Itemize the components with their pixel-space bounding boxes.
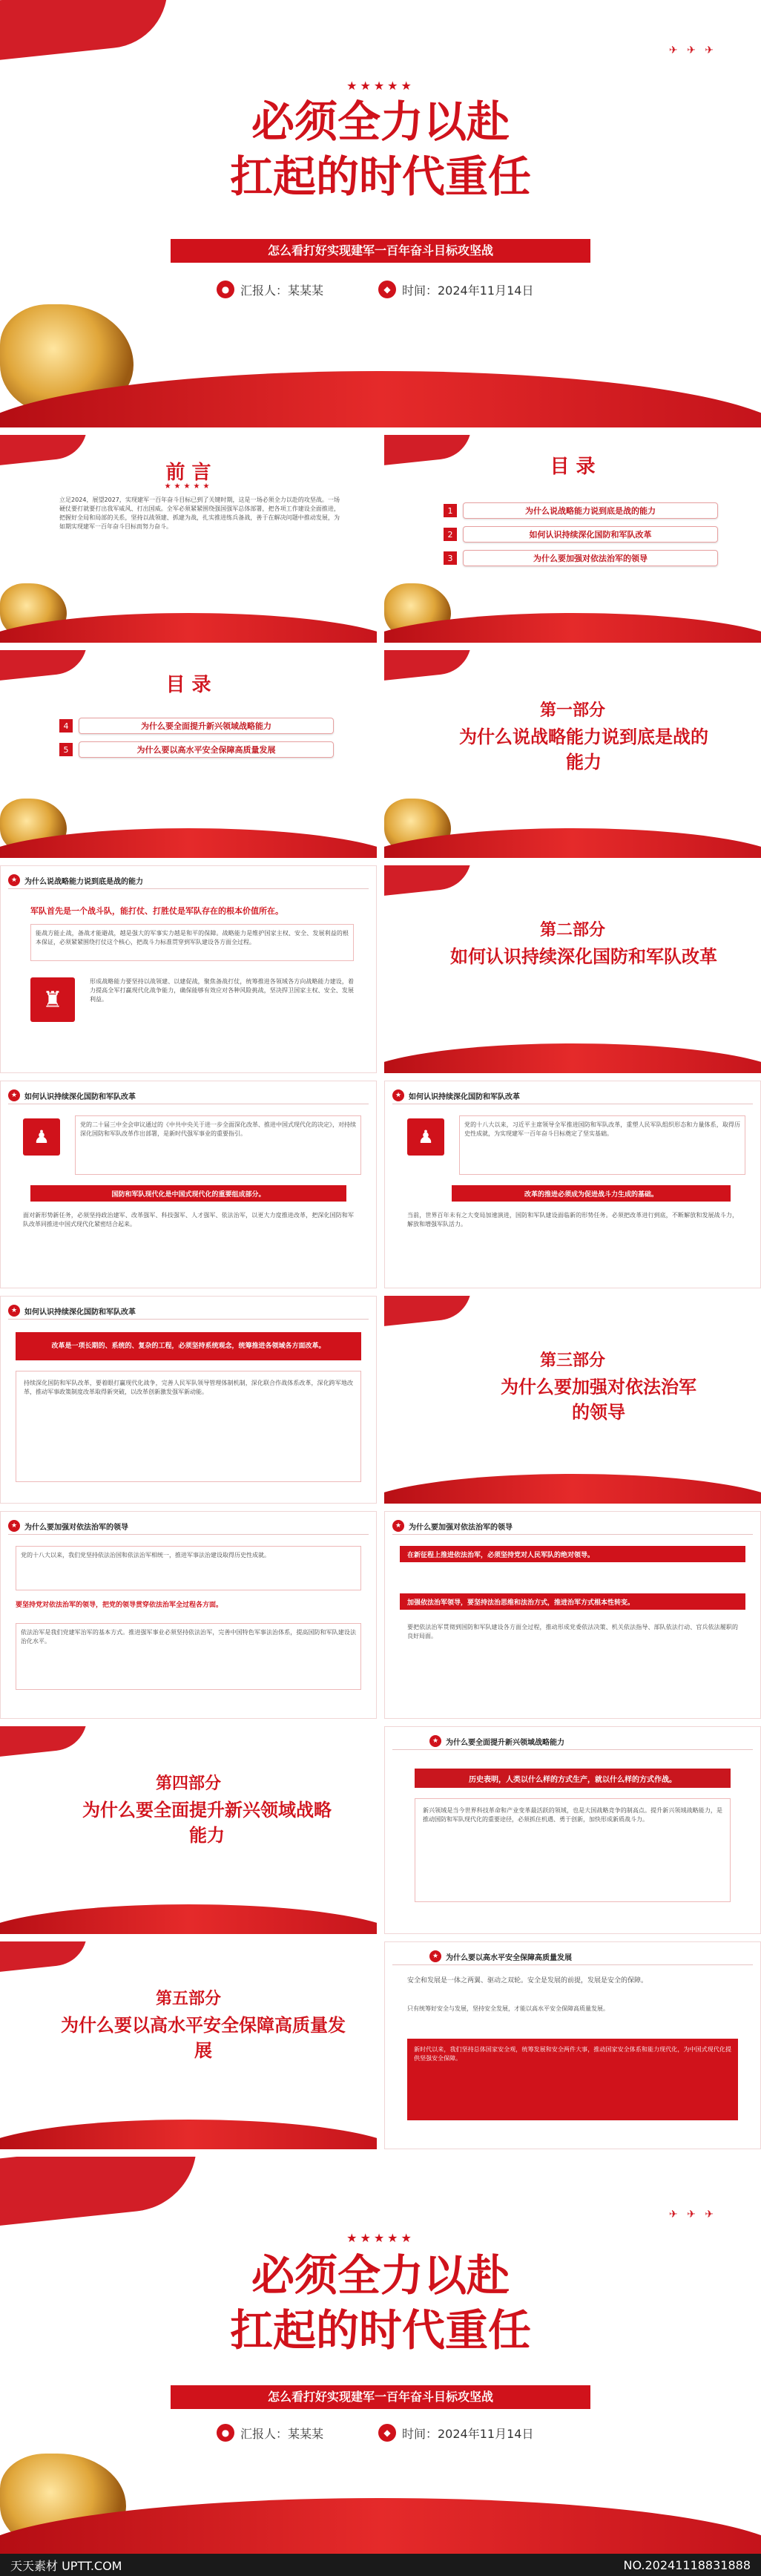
text-box — [16, 1371, 361, 1482]
text-1: 只有统筹好安全与发展，坚持安全发展，才能以高水平安全保障高质量发展。 — [407, 2005, 609, 2012]
part1-label: 第一部分 — [539, 701, 605, 720]
cover-time-text: 时间：2024年11月14日 — [402, 283, 534, 298]
toc-num: 1 — [444, 504, 457, 517]
star-icon: ★ — [8, 874, 20, 886]
toc-num: 4 — [59, 719, 73, 733]
slide-header-text: 为什么要加强对依法治军的领导 — [409, 1523, 513, 1532]
text-1: 新兴领域是当今世界科技革命和产业变革最活跃的领域，也是大国战略竞争的制高点。提升新兴领域战略能力，是推动国防和军队现代化的重要途径，必须抓住机遇、勇于创新，加快形成新质战斗力。 — [423, 1807, 722, 1823]
highlight-bar: 在新征程上推进依法治军，必须坚持党对人民军队的绝对领导。 — [400, 1546, 745, 1562]
part3-slide — [384, 1296, 761, 1504]
star-icon: ★ — [8, 1089, 20, 1101]
slide-header — [8, 1089, 136, 1102]
part1-content-slide — [0, 865, 377, 1073]
toc2-slide — [0, 650, 377, 858]
cover-subtitle: 怎么看打好实现建军一百年奋斗目标攻坚战 — [267, 243, 493, 258]
red-flag-decoration — [0, 1941, 90, 1974]
highlight-bar: 改革的推进必须成为促进战斗力生成的基础。 — [452, 1185, 731, 1202]
slide-header-text: 如何认识持续深化国防和军队改革 — [24, 1092, 136, 1101]
star-icon: ★ — [429, 1735, 441, 1747]
closing-subtitle-banner — [171, 2385, 590, 2409]
person-icon: ♟ — [23, 1118, 60, 1156]
slide-header — [8, 1304, 136, 1317]
star-icon: ★ — [392, 1520, 404, 1532]
highlight-bar: 历史表明，人类以什么样的方式生产，就以什么样的方式作战。 — [415, 1769, 731, 1788]
star-icon: ★ — [392, 1089, 404, 1101]
text-box — [415, 1798, 731, 1902]
highlight-bar: 国防和军队现代化是中国式现代化的重要组成部分。 — [30, 1185, 346, 1202]
divider — [8, 888, 369, 889]
red-wave-decoration — [0, 1904, 377, 1934]
slide-header — [392, 1519, 513, 1533]
red-flag-decoration — [384, 650, 475, 683]
text-1: 要把依法治军贯彻到国防和军队建设各方面全过程，推动形成党委依法决策、机关依法指导、部队依法行动、官兵依法履职的良好局面。 — [407, 1624, 738, 1639]
text-box — [459, 1115, 745, 1175]
cover-title-line1: 必须全力以赴 — [251, 96, 510, 147]
toc-item-5[interactable] — [59, 741, 334, 758]
text-2: 依法治军是我们党建军治军的基本方式。推进强军事业必须坚持依法治军，完善中国特色军事法治体系，提高国防和军队建设法治化水平。 — [21, 1629, 356, 1645]
preface-slide — [0, 435, 377, 643]
divider — [392, 1749, 753, 1750]
closing-time-text: 时间：2024年11月14日 — [402, 2426, 534, 2441]
stars-row: ★★★★★ — [164, 482, 213, 491]
text-box — [75, 1115, 361, 1175]
part5-slide — [0, 1941, 377, 2149]
part2-slide — [384, 865, 761, 1073]
text-1: 党的十八大以来，我们党坚持依法治国和依法治军相统一，推进军事法治建设取得历史性成就。 — [21, 1552, 270, 1559]
podium-icon: ♜ — [30, 977, 75, 1022]
part3-content-b-slide — [384, 1511, 761, 1719]
text-1: 党的二十届三中全会审议通过的《中共中央关于进一步全面深化改革、推进中国式现代化的决定》，对持续深化国防和军队改革作出部署，是新时代强军事业的重要指引。 — [80, 1121, 356, 1137]
cover-time — [378, 281, 533, 298]
part4-slide — [0, 1726, 377, 1934]
highlight-bar: 改革是一项长期的、系统的、复杂的工程，必须坚持系统观念，统筹推进各领域各方面改革。 — [16, 1332, 361, 1360]
slide-header-text: 为什么要全面提升新兴领域战略能力 — [446, 1738, 564, 1747]
toc-item-3[interactable] — [444, 549, 718, 567]
part4-title: 为什么要全面提升新兴领域战略能力 — [82, 1800, 332, 1846]
footer-left: 天天素材 UPTT.COM — [10, 2558, 122, 2573]
cover-subtitle-banner — [171, 239, 590, 263]
closing-title-line2: 扛起的时代重任 — [229, 2305, 531, 2356]
star-icon: ★ — [429, 1950, 441, 1962]
divider — [8, 1319, 369, 1320]
toc1-slide — [384, 435, 761, 643]
part4-content-slide — [384, 1726, 761, 1934]
stars-row: ★★★★★ — [346, 2231, 415, 2245]
toc-label: 为什么要以高水平安全保障高质量发展 — [79, 741, 334, 758]
text-2: 新时代以来，我们坚持总体国家安全观，统筹发展和安全两件大事，推动国家安全体系和能力现代化，为中国式现代化提供坚强安全保障。 — [414, 2046, 731, 2062]
birds-decoration: ✈ ✈ ✈ — [668, 45, 716, 56]
stars-row: ★★★★★ — [346, 79, 415, 93]
part3-content-a-slide — [0, 1511, 377, 1719]
slide-header-text: 为什么要加强对依法治军的领导 — [24, 1523, 128, 1532]
red-flag-decoration — [384, 1296, 475, 1328]
toc-item-1[interactable] — [444, 502, 718, 520]
watermark-footer — [0, 2554, 761, 2576]
toc2-title: 目 录 — [165, 674, 211, 696]
location-icon: ◆ — [378, 281, 396, 298]
highlight-box — [407, 2039, 738, 2120]
text-2: 形成战略能力要坚持以战领建、以建促战，聚焦备战打仗，统筹推进各领域各方向战略能力建设，着力提高全军打赢现代化战争能力，确保能够有效应对各种风险挑战，坚决捍卫国家主权、安全、发展利益。 — [90, 978, 354, 1003]
toc-label: 为什么说战略能力说到底是战的能力 — [463, 502, 718, 519]
user-icon: ● — [217, 281, 234, 298]
red-flag-decoration — [0, 2157, 203, 2227]
highlight-text: 要坚持党对依法治军的领导，把党的领导贯穿依法治军全过程各方面。 — [16, 1602, 223, 1609]
toc-label: 为什么要全面提升新兴领域战略能力 — [79, 718, 334, 734]
slide-header — [429, 1950, 572, 1963]
slide-header — [8, 1519, 128, 1533]
toc-num: 5 — [59, 743, 73, 756]
text-box — [16, 1623, 361, 1690]
text-box — [30, 924, 354, 961]
birds-decoration: ✈ ✈ ✈ — [668, 2209, 716, 2221]
slide-header-text: 为什么要以高水平安全保障高质量发展 — [446, 1953, 572, 1962]
toc-num: 2 — [444, 528, 457, 541]
closing-slide — [0, 2157, 761, 2554]
divider — [392, 1534, 753, 1535]
cover-title-line2: 扛起的时代重任 — [229, 151, 531, 202]
part2-title: 如何认识持续深化国防和军队改革 — [450, 946, 717, 967]
star-icon: ★ — [8, 1305, 20, 1317]
text-1: 能战方能止战，备战才能避战，越是强大的军事实力越是和平的保障。战略能力是维护国家主权、安全、发展利益的根本保证，必须紧紧围绕打仗这个核心，把战斗力标准贯穿到军队建设各方面全过程。 — [36, 930, 349, 945]
part3-title: 为什么要加强对依法治军的领导 — [501, 1377, 696, 1423]
part5-label: 第五部分 — [155, 1990, 221, 2008]
cover-reporter — [217, 281, 323, 298]
part1-title: 为什么说战略能力说到底是战的能力 — [459, 727, 708, 773]
preface-text: 立足2024，展望2027，实现建军一百年奋斗目标已到了关键时期，这是一场必须全力以赴的攻坚战。一场硬仗要打就要打出我军威风、打出国威。全军必须紧紧围绕强国强军总体部署，把各项工作建设全面推进，把握好全局和局部的关系，坚持以战领建、抓建为战，扎实推进练兵备战，善于在解决问题中推动发展，为如期实现建军一百年奋斗目标而努力奋斗。 — [59, 496, 340, 530]
text-box — [16, 1546, 361, 1590]
text-2: 当前，世界百年未有之大变局加速演进，国防和军队建设面临新的形势任务。必须把改革进行到底，不断解放和发展战斗力，解放和增强军队活力。 — [407, 1212, 738, 1228]
slide-header — [392, 1089, 520, 1102]
preface-title: 前 言 — [165, 462, 211, 484]
part2-content-a-slide — [0, 1081, 377, 1288]
part3-label: 第三部分 — [539, 1351, 605, 1370]
closing-title-line1: 必须全力以赴 — [251, 2250, 510, 2301]
part2-content-c-slide — [0, 1296, 377, 1504]
slide-header-text: 为什么说战略能力说到底是战的能力 — [24, 877, 143, 886]
closing-reporter-text: 汇报人：某某某 — [240, 2426, 324, 2441]
user-icon: ● — [217, 2424, 234, 2442]
divider — [392, 1964, 753, 1965]
red-flag-decoration — [384, 865, 475, 898]
part2-label: 第二部分 — [539, 921, 605, 940]
part1-slide — [384, 650, 761, 858]
red-wave-decoration — [384, 1043, 761, 1073]
lead-text: 安全和发展是一体之两翼、驱动之双轮。安全是发展的前提，发展是安全的保障。 — [407, 1977, 648, 1985]
red-flag-decoration — [0, 0, 173, 62]
toc-label: 如何认识持续深化国防和军队改革 — [463, 526, 718, 543]
highlight-bar: 加强依法治军领导，要坚持法治思维和法治方式，推进治军方式根本性转变。 — [400, 1593, 745, 1610]
text-2: 面对新形势新任务，必须坚持政治建军、改革强军、科技强军、人才强军、依法治军，以更大力度推进改革，把深化国防和军队改革同推进中国式现代化紧密结合起来。 — [23, 1212, 354, 1228]
star-icon: ★ — [8, 1520, 20, 1532]
toc-label: 为什么要加强对依法治军的领导 — [463, 550, 718, 566]
slide-header-text: 如何认识持续深化国防和军队改革 — [409, 1092, 520, 1101]
cover-reporter-text: 汇报人：某某某 — [240, 283, 324, 298]
footer-right: NO.20241118831888 — [623, 2557, 751, 2572]
closing-reporter — [217, 2424, 323, 2442]
location-icon: ◆ — [378, 2424, 396, 2442]
part5-title: 为什么要以高水平安全保障高质量发展 — [61, 2015, 346, 2061]
toc1-title: 目 录 — [550, 456, 596, 478]
slide-header — [8, 874, 143, 887]
toc-num: 3 — [444, 551, 457, 565]
closing-time — [378, 2424, 533, 2442]
text-1: 持续深化国防和军队改革，要着眼打赢现代化战争，完善人民军队领导管理体制机制，深化联合作战体系改革，深化跨军地改革，推动军事政策制度改革取得新突破，以改革创新激发强军新动能。 — [24, 1380, 353, 1395]
red-wave-decoration — [0, 2120, 377, 2149]
red-flag-decoration — [0, 1726, 90, 1759]
slide-header — [429, 1734, 564, 1748]
slide-header-text: 如何认识持续深化国防和军队改革 — [24, 1308, 136, 1317]
cover-slide — [0, 0, 761, 427]
text-1: 党的十八大以来，习近平主席领导全军推进国防和军队改革，重塑人民军队组织形态和力量体系，取得历史性成就，为实现建军一百年奋斗目标奠定了坚实基础。 — [464, 1121, 740, 1137]
toc-item-4[interactable] — [59, 717, 334, 735]
person-icon: ♟ — [407, 1118, 444, 1156]
part4-label: 第四部分 — [155, 1774, 221, 1793]
red-wave-decoration — [384, 1474, 761, 1504]
lead-text: 军队首先是一个战斗队，能打仗、打胜仗是军队存在的根本价值所在。 — [30, 906, 283, 916]
closing-subtitle: 怎么看打好实现建军一百年奋斗目标攻坚战 — [267, 2390, 493, 2404]
part2-content-b-slide — [384, 1081, 761, 1288]
divider — [8, 1534, 369, 1535]
part5-content-slide — [384, 1941, 761, 2149]
toc-item-2[interactable] — [444, 525, 718, 543]
